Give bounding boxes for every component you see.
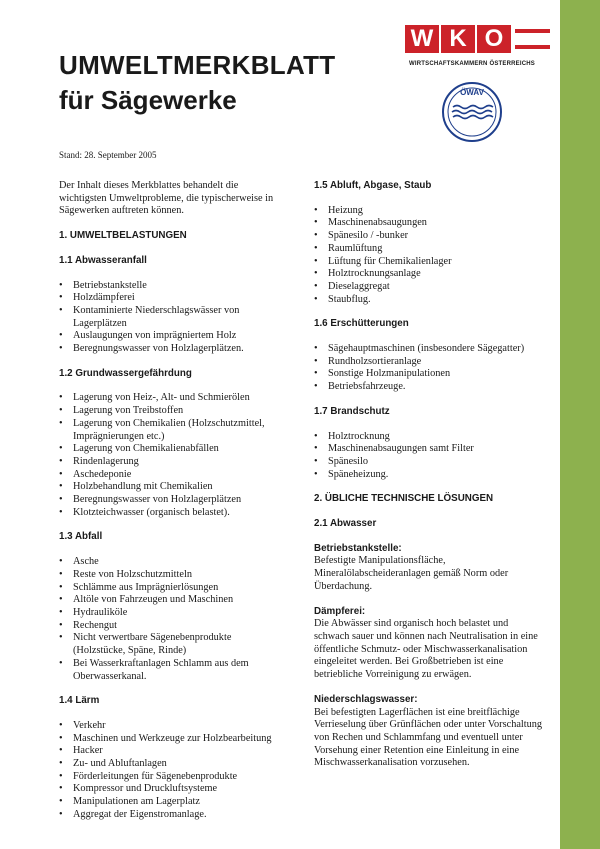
list-item: • Staubflug. bbox=[314, 294, 544, 307]
list-item: • Rundholzsortieranlage bbox=[314, 356, 544, 369]
list-item: • Kompressor und Druckluftsysteme bbox=[59, 783, 284, 796]
list-item: • Dieselaggregat bbox=[314, 281, 544, 294]
list-item: • Maschinenabsaugungen bbox=[314, 217, 544, 230]
daempferei-text: Die Abwässer sind organisch hoch belastet und schwach sauer und können nach Neutralisation in eine öffentliche Schmutz- oder Mischwasserkanalisation eingeleitet werden. Bei Großbetrieben ist eine betriebliche Vorreinigung zu erwägen. bbox=[314, 618, 538, 681]
section-1-2-heading: 1.2 Grundwassergefährdung bbox=[59, 367, 192, 379]
list-item: • Hacker bbox=[59, 745, 284, 758]
section-1-4-heading: 1.4 Lärm bbox=[59, 695, 100, 707]
brandschutz-list bbox=[314, 431, 544, 482]
list-item: • Nicht verwertbare Sägenebenprodukte (Holzstücke, Späne, Rinde) bbox=[59, 632, 284, 657]
laerm-list bbox=[59, 720, 284, 822]
list-item: • Klotzteichwasser (organisch belastet). bbox=[59, 507, 284, 520]
list-item: • Spänesilo / -bunker bbox=[314, 230, 544, 243]
section-1-3-heading: 1.3 Abfall bbox=[59, 531, 103, 543]
left-column bbox=[59, 180, 284, 834]
intro-paragraph: Der Inhalt dieses Merkblattes behandelt die wichtigsten Umweltprobleme, die typischerweise in Sägewerken auftreten können. bbox=[59, 180, 274, 217]
page-title: UMWELTMERKBLATT bbox=[59, 50, 336, 80]
list-item: • Aschedeponie bbox=[59, 469, 284, 482]
list-item: • Rechengut bbox=[59, 620, 284, 633]
list-item: • Sonstige Holzmanipulationen bbox=[314, 368, 544, 381]
section-1-5-heading: 1.5 Abluft, Abgase, Staub bbox=[314, 180, 432, 191]
list-item: • Holztrocknung bbox=[314, 431, 544, 444]
list-item: • Förderleitungen für Sägenebenprodukte bbox=[59, 771, 284, 784]
list-item: • Betriebstankstelle bbox=[59, 280, 284, 293]
betriebstankstelle-text: Befestigte Manipulationsfläche, Mineralölabscheideranlagen gemäß Norm oder Überdachung. bbox=[314, 555, 509, 592]
wko-stripe-bottom bbox=[515, 45, 550, 49]
list-item: • Holzdämpferei bbox=[59, 292, 284, 305]
right-column bbox=[314, 180, 544, 782]
daempferei-paragraph bbox=[314, 606, 544, 682]
section-2-heading: 2. ÜBLICHE TECHNISCHE LÖSUNGEN bbox=[314, 493, 494, 505]
wko-logo bbox=[405, 25, 550, 75]
list-item: • Lagerung von Heiz-, Alt- und Schmierölen bbox=[59, 392, 284, 405]
list-item: • Hydrauliköle bbox=[59, 607, 284, 620]
list-item: • Raumlüftung bbox=[314, 243, 544, 256]
list-item: • Aggregat der Eigenstromanlage. bbox=[59, 809, 284, 822]
section-1-6-heading: 1.6 Erschütterungen bbox=[314, 318, 409, 330]
page-subtitle: für Sägewerke bbox=[59, 85, 237, 115]
section-1-1-heading: 1.1 Abwasseranfall bbox=[59, 254, 147, 266]
list-item: • Maschinenabsaugungen samt Filter bbox=[314, 443, 544, 456]
section-2-1-heading: 2.1 Abwasser bbox=[314, 518, 377, 530]
betriebstankstelle-paragraph bbox=[314, 543, 544, 594]
accent-green-bar bbox=[560, 0, 600, 849]
list-item: • Zu- und Abluftanlagen bbox=[59, 758, 284, 771]
wko-stripe-top bbox=[515, 29, 550, 33]
list-item: • Lagerung von Treibstoffen bbox=[59, 405, 284, 418]
list-item: • Manipulationen am Lagerplatz bbox=[59, 796, 284, 809]
list-item: • Verkehr bbox=[59, 720, 284, 733]
list-item: • Schlämme aus Imprägnierlösungen bbox=[59, 582, 284, 595]
list-item: • Lüftung für Chemikalienlager bbox=[314, 256, 544, 269]
wko-subtitle: WIRTSCHAFTSKAMMERN ÖSTERREICHS bbox=[409, 61, 535, 67]
list-item: • Beregnungswasser von Holzlagerplätzen bbox=[59, 494, 284, 507]
list-item: • Heizung bbox=[314, 205, 544, 218]
oewav-letters: ÖWAV bbox=[460, 88, 484, 97]
erschuetterungen-list bbox=[314, 343, 544, 394]
betriebstankstelle-subhead: Betriebstankstelle: bbox=[314, 542, 402, 554]
list-item: • Auslaugungen von imprägniertem Holz bbox=[59, 330, 284, 343]
wko-letter-k: K bbox=[441, 25, 475, 53]
niederschlagswasser-subhead: Niederschlagswasser: bbox=[314, 693, 418, 705]
list-item: • Lagerung von Chemikalienabfällen bbox=[59, 443, 284, 456]
list-item: • Lagerung von Chemikalien (Holzschutzmittel, Imprägnierungen etc.) bbox=[59, 418, 284, 443]
list-item: • Rindenlagerung bbox=[59, 456, 284, 469]
list-item: • Bei Wasserkraftanlagen Schlamm aus dem Oberwasserkanal. bbox=[59, 658, 284, 683]
list-item: • Sägehauptmaschinen (insbesondere Sägegatter) bbox=[314, 343, 544, 356]
wko-letter-o: O bbox=[477, 25, 511, 53]
wko-letter-w: W bbox=[405, 25, 439, 53]
section-1-heading: 1. UMWELTBELASTUNGEN bbox=[59, 230, 187, 242]
oewav-logo bbox=[441, 81, 503, 143]
abluft-list bbox=[314, 205, 544, 307]
daempferei-subhead: Dämpferei: bbox=[314, 605, 366, 617]
list-item: • Kontaminierte Niederschlagswässer von Lagerplätzen bbox=[59, 305, 284, 330]
abwasser-list bbox=[59, 280, 284, 356]
list-item: • Spänesilo bbox=[314, 456, 544, 469]
list-item: • Holzbehandlung mit Chemikalien bbox=[59, 481, 284, 494]
list-item: • Holztrocknungsanlage bbox=[314, 268, 544, 281]
niederschlagswasser-paragraph bbox=[314, 694, 544, 770]
list-item: • Asche bbox=[59, 556, 284, 569]
list-item: • Späneheizung. bbox=[314, 469, 544, 482]
abfall-list bbox=[59, 556, 284, 683]
list-item: • Reste von Holzschutzmitteln bbox=[59, 569, 284, 582]
niederschlagswasser-text: Bei befestigten Lagerflächen ist eine breitflächige Verrieselung über Grünflächen oder unter Vorschaltung von Rechen und Schlammfang und eventuell unter Vorsehung einer Retention eine Einleitung in eine Mischwasserkanalisation vorzusehen. bbox=[314, 706, 543, 769]
grundwasser-list bbox=[59, 392, 284, 519]
list-item: • Beregnungswasser von Holzlagerplätzen. bbox=[59, 343, 284, 356]
section-1-7-heading: 1.7 Brandschutz bbox=[314, 405, 390, 417]
list-item: • Maschinen und Werkzeuge zur Holzbearbeitung bbox=[59, 733, 284, 746]
list-item: • Altöle von Fahrzeugen und Maschinen bbox=[59, 594, 284, 607]
list-item: • Betriebsfahrzeuge. bbox=[314, 381, 544, 394]
stand-date: Stand: 28. September 2005 bbox=[59, 150, 157, 160]
